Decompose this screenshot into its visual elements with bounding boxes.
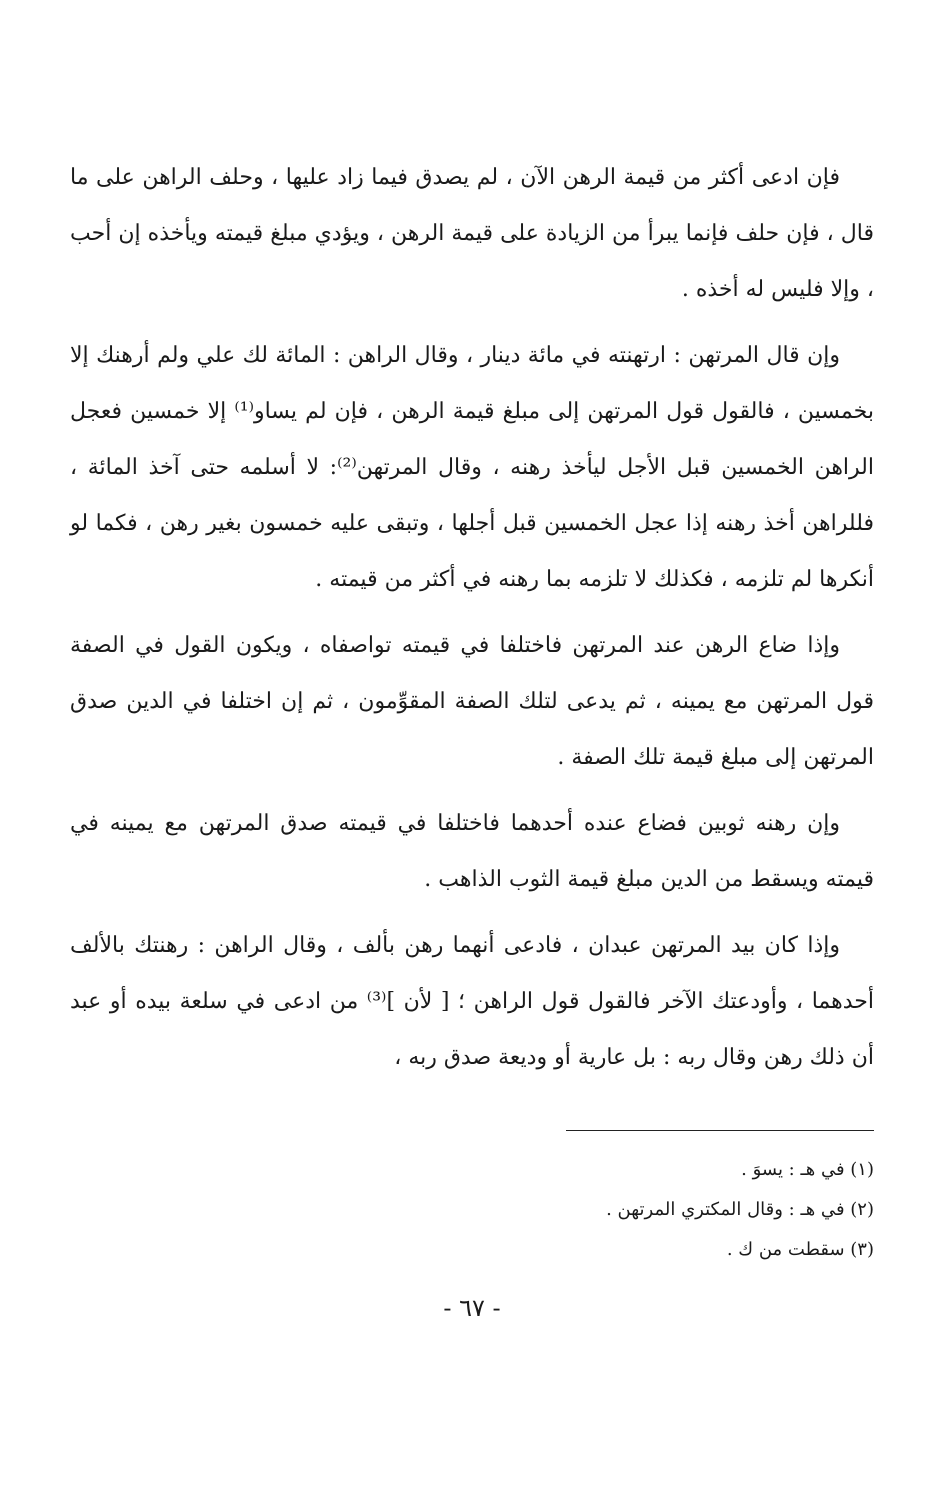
footnote-3: (٣) سقطت من ك . (726, 1239, 874, 1260)
footnotes (300, 1150, 874, 1270)
page-number: - ٦٧ - (443, 1294, 501, 1322)
footnote-divider (566, 1130, 874, 1131)
footnote-2: (٢) في هـ : وقال المكتري المرتهن . (606, 1199, 874, 1220)
paragraph-5: وإذا كان بيد المرتهن عبدان ، فادعى أنهما رهن بألف ، وقال الراهن : رهنتك بالألف أحدهما ، وأودعتك الآخر فالقول قول الراهن ؛ [ لأن ]⁽³⁾ من ادعى في سلعة بيده أو عبد أن ذلك رهن وقال ربه : بل عارية أو وديعة صدق ربه ، (70, 933, 875, 1070)
paragraph-4: وإن رهنه ثوبين فضاع عنده أحدهما فاختلفا في قيمته صدق المرتهن مع يمينه في قيمته ويسقط من الدين مبلغ قيمة الثوب الذاهب . (70, 811, 874, 892)
main-text (70, 150, 874, 1096)
paragraph-3: وإذا ضاع الرهن عند المرتهن فاختلفا في قيمته تواصفاه ، ويكون القول في الصفة قول المرتهن مع يمينه ، ثم يدعى لتلك الصفة المقوِّمون ، ثم إن اختلفا في الدين صدق المرتهن إلى مبلغ قيمة تلك الصفة . (70, 633, 874, 770)
footnote-1: (١) في هـ : يسوَ . (741, 1159, 874, 1180)
paragraph-1: فإن ادعى أكثر من قيمة الرهن الآن ، لم يصدق فيما زاد عليها ، وحلف الراهن على ما قال ، فإن حلف فإنما يبرأ من الزيادة على قيمة الرهن ، ويؤدي مبلغ قيمته ويأخذه إن أحب ، وإلا فليس له أخذه . (70, 165, 874, 302)
paragraph-2: وإن قال المرتهن : ارتهنته في مائة دينار ، وقال الراهن : المائة لك علي ولم أرهنك إلا بخمسين ، فالقول قول المرتهن إلى مبلغ قيمة الرهن ، فإن لم يساو⁽¹⁾ إلا خمسين فعجل الراهن الخمسين قبل الأجل ليأخذ رهنه ، وقال المرتهن⁽²⁾: لا أسلمه حتى آخذ المائة ، فللراهن أخذ رهنه إذا عجل الخمسين قبل أجلها ، وتبقى عليه خمسون بغير رهن ، فكما لو أنكرها لم تلزمه ، فكذلك لا تلزمه بما رهنه في أكثر من قيمته . (70, 343, 874, 592)
